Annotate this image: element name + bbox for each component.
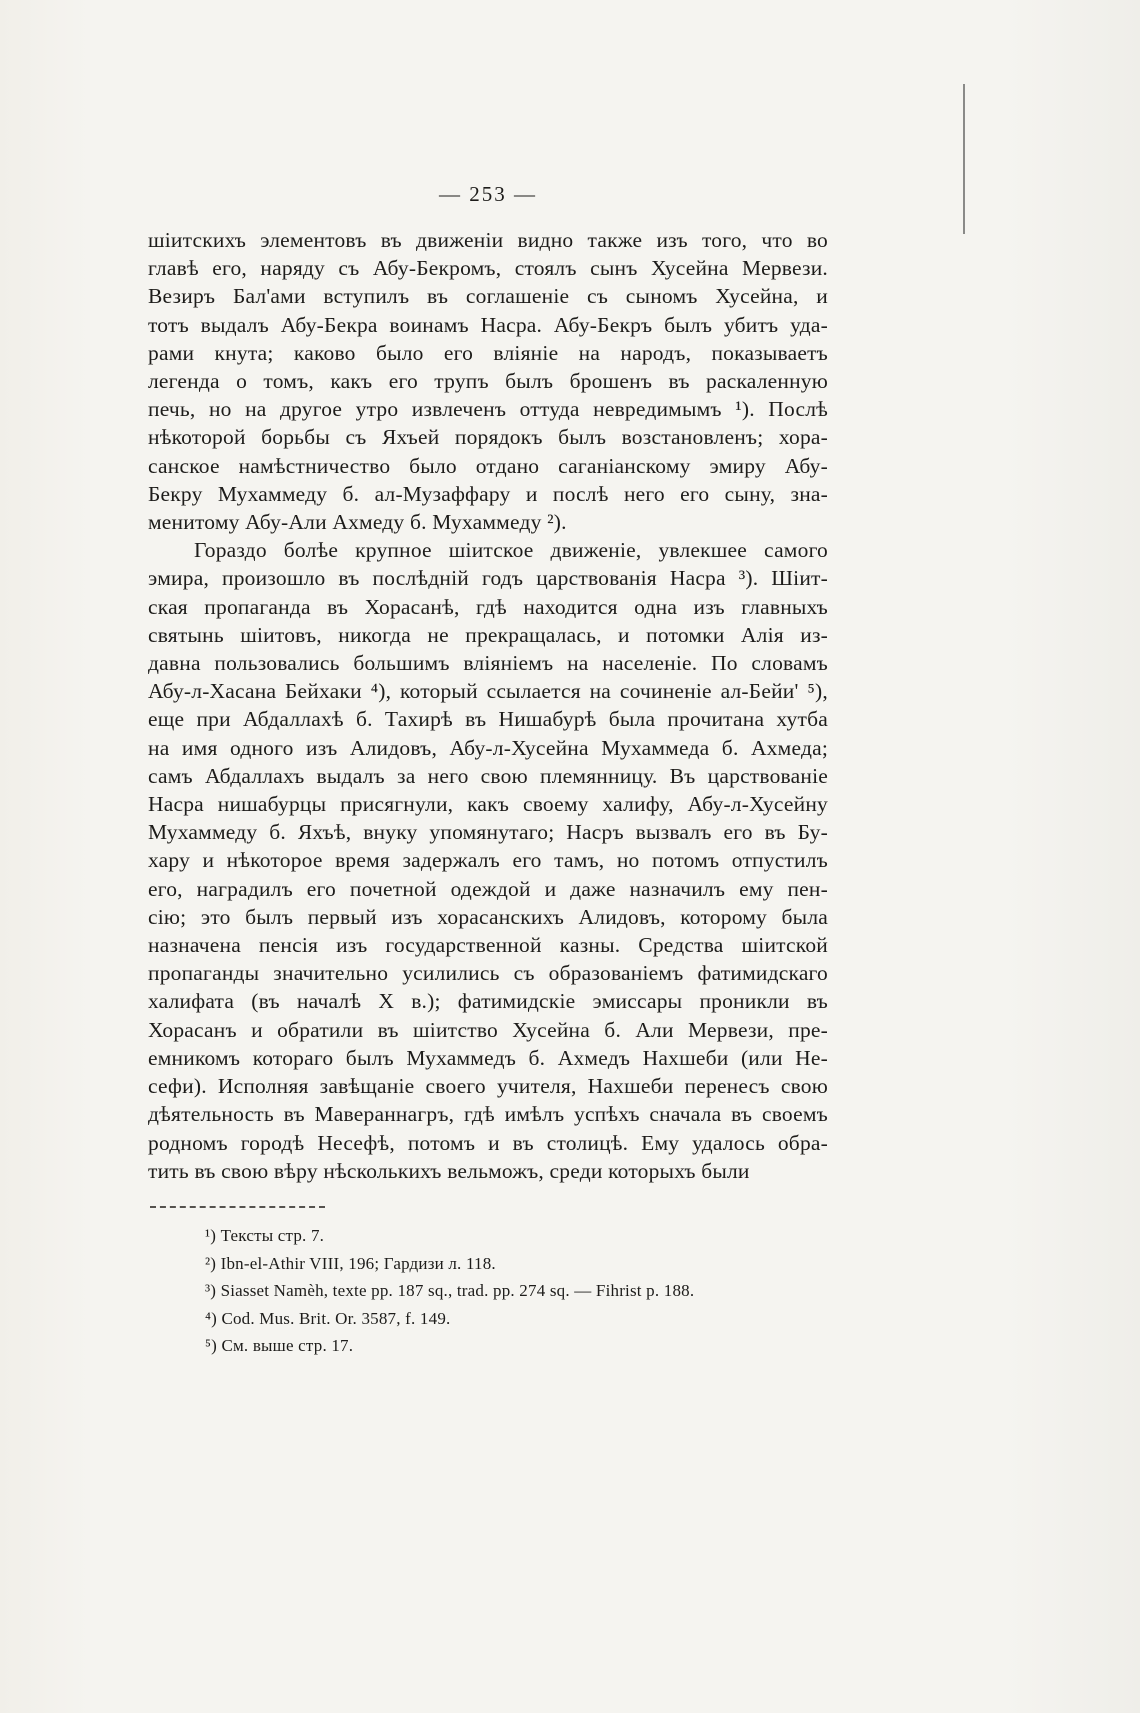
text-line: Бекру Мухаммеду б. ал-Музаффару и послѣ него его сыну, зна- bbox=[148, 481, 828, 506]
footnote-line: ¹) Тексты стр. 7. bbox=[205, 1226, 325, 1245]
text-line: самъ Абдаллахъ выдалъ за него свою племянницу. Въ царствованіе bbox=[148, 763, 828, 788]
text-line: легенда о томъ, какъ его трупъ былъ брошенъ въ раскаленную bbox=[148, 369, 828, 394]
footnotes bbox=[205, 1222, 845, 1360]
text-line: шіитскихъ элементовъ въ движеніи видно также изъ того, что во bbox=[148, 228, 828, 252]
text-line: хару и нѣкоторое время задержалъ его тамъ, но потомъ отпустилъ bbox=[148, 848, 828, 873]
text-line: давна пользовались большимъ вліяніемъ на населеніе. По словамъ bbox=[148, 651, 828, 676]
text-line: ская пропаганда въ Хорасанѣ, гдѣ находится одна изъ главныхъ bbox=[148, 594, 828, 619]
footnote-line: ⁴) Cod. Mus. Brit. Or. 3587, f. 149. bbox=[205, 1308, 451, 1328]
text-line: емникомъ котораго былъ Мухаммедъ б. Ахмедъ Нахшеби (или Не- bbox=[148, 1045, 828, 1070]
text-line: нѣкоторой борьбы съ Яхъей порядокъ былъ возстановленъ; хора- bbox=[148, 425, 828, 450]
text-line: Хорасанъ и обратили въ шіитство Хусейна б. Али Мервези, пре- bbox=[148, 1017, 828, 1042]
text-line: эмира, произошло въ послѣдній годъ царствованія Насра ³). Шіит- bbox=[148, 566, 828, 591]
footnote-line: ³) Siasset Namèh, texte pp. 187 sq., trad. pp. 274 sq. — Fihrist p. 188. bbox=[205, 1281, 695, 1300]
text-line: Насра нишабурцы присягнули, какъ своему халифу, Абу-л-Хусейну bbox=[148, 792, 828, 817]
text-line: Мухаммеду б. Яхъѣ, внуку упомянутаго; Насръ вызвалъ его въ Бу- bbox=[148, 820, 828, 845]
footnote-separator bbox=[150, 1206, 325, 1208]
text-line: халифата (въ началѣ X в.); фатимидскіе эмиссары проникли въ bbox=[148, 989, 828, 1014]
text-line: печь, но на другое утро извлеченъ оттуда невредимымъ ¹). Послѣ bbox=[148, 397, 828, 422]
text-line: на имя одного изъ Алидовъ, Абу-л-Хусейна Мухаммеда б. Ахмеда; bbox=[148, 735, 828, 760]
text-line: тотъ выдалъ Абу-Бекра воинамъ Насра. Абу-Бекръ былъ убитъ уда- bbox=[148, 312, 828, 337]
text-line: тить въ свою вѣру нѣсколькихъ вельможъ, среди которыхъ были bbox=[148, 1158, 750, 1183]
scan-edge-line bbox=[963, 84, 965, 234]
page-number: — 253 — bbox=[439, 182, 537, 206]
text-line: назначена пенсія изъ государственной казны. Средства шіитской bbox=[148, 933, 828, 958]
text-line: главѣ его, наряду съ Абу-Бекромъ, стоялъ сынъ Хусейна Мервези. bbox=[148, 256, 828, 281]
text-line: его, наградилъ его почетной одеждой и даже назначилъ ему пен- bbox=[148, 876, 828, 901]
text-line: пропаганды значительно усилились съ образованіемъ фатимидскаго bbox=[148, 961, 828, 986]
text-line: святынь шіитовъ, никогда не прекращалась, и потомки Алія из- bbox=[148, 622, 828, 647]
text-line: менитому Абу-Али Ахмеду б. Мухаммеду ²). bbox=[148, 510, 567, 535]
text-line: сію; это былъ первый изъ хорасанскихъ Алидовъ, которому была bbox=[148, 904, 828, 929]
paragraph bbox=[148, 226, 828, 536]
text-line: Гораздо болѣе крупное шіитское движеніе, увлекшее самого bbox=[194, 538, 828, 563]
text-line: дѣятельность въ Мавераннагръ, гдѣ имѣлъ успѣхъ сначала въ своемъ bbox=[148, 1102, 828, 1127]
body-text bbox=[148, 226, 828, 1185]
text-line: сефи). Исполняя завѣщаніе своего учителя, Нахшеби перенесъ свою bbox=[148, 1074, 828, 1099]
paragraph bbox=[148, 536, 828, 1185]
text-line: родномъ городѣ Несефѣ, потомъ и въ столицѣ. Ему удалось обра- bbox=[148, 1130, 828, 1155]
text-line: санское намѣстничество было отдано саганіанскому эмиру Абу- bbox=[148, 453, 828, 478]
text-line: Везиръ Бал'ами вступилъ въ соглашеніе съ сыномъ Хусейна, и bbox=[148, 284, 828, 309]
text-line: рами кнута; каково было его вліяніе на народъ, показываетъ bbox=[148, 340, 828, 365]
text-line: Абу-л-Хасана Бейхаки ⁴), который ссылается на сочиненіе ал-Бейи' ⁵), bbox=[148, 679, 828, 704]
footnote-line: ⁵) См. выше стр. 17. bbox=[205, 1336, 354, 1355]
footnote-line: ²) Ibn-el-Athir VIII, 196; Гардизи л. 118. bbox=[205, 1253, 496, 1273]
text-line: еще при Абдаллахѣ б. Тахирѣ въ Нишабурѣ была прочитана хутба bbox=[148, 707, 828, 732]
